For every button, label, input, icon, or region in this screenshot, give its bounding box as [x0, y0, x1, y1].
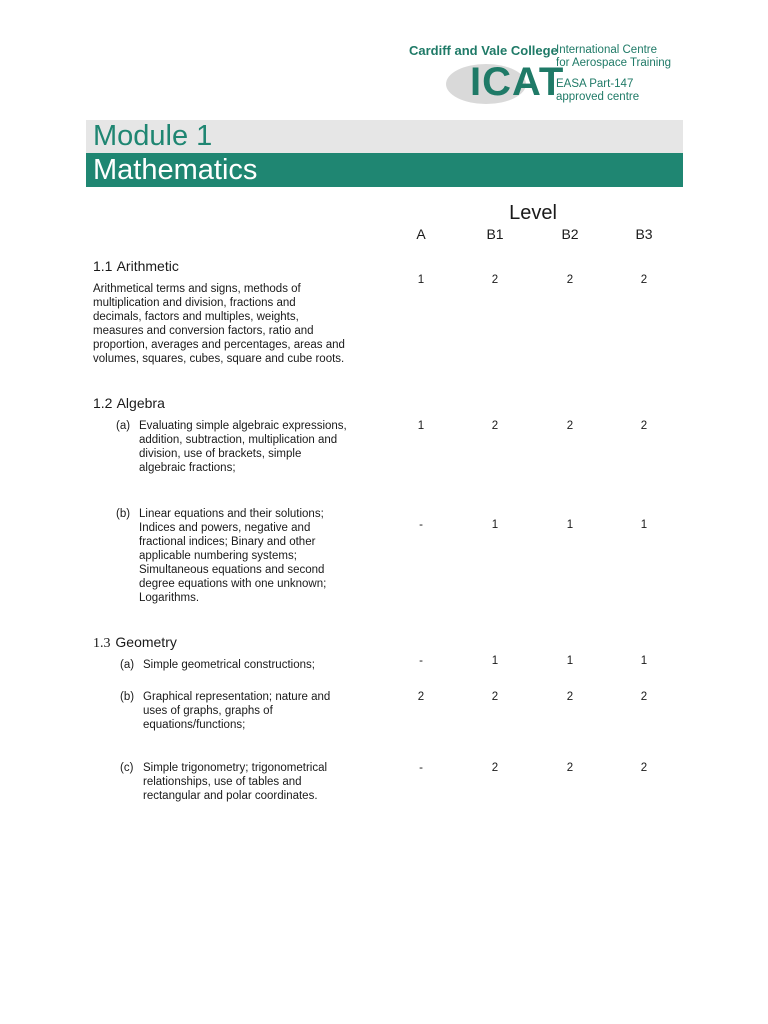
- level-value: 1: [491, 519, 499, 531]
- icat-logo: ICAT: [470, 60, 565, 104]
- centre-tagline: [556, 44, 671, 70]
- level-value: 2: [566, 274, 574, 286]
- text-line: proportion, averages and percentages, areas and: [93, 339, 345, 351]
- item-letter: (a): [116, 420, 131, 432]
- algebra-item-a: [139, 419, 389, 475]
- level-value: 2: [566, 691, 574, 703]
- level-heading: Level: [509, 202, 557, 224]
- text-line: Linear equations and their solutions;: [139, 508, 324, 520]
- section-name: Algebra: [116, 395, 165, 411]
- level-value: 2: [417, 691, 425, 703]
- text-line: Simple geometrical constructions;: [143, 659, 315, 671]
- section-heading-geometry: [93, 634, 177, 652]
- item-letter: (c): [120, 762, 134, 774]
- level-column-b1: B1: [486, 226, 504, 242]
- level-value: -: [419, 519, 423, 531]
- level-value: 2: [491, 274, 499, 286]
- section-name: Geometry: [115, 634, 177, 650]
- text-line: equations/functions;: [143, 719, 246, 731]
- text-line: relationships, use of tables and: [143, 776, 302, 788]
- text-line: measures and conversion factors, ratio and: [93, 325, 314, 337]
- level-column-b3: B3: [635, 226, 653, 242]
- level-value: 1: [417, 274, 425, 286]
- text-line: addition, subtraction, multiplication and: [139, 434, 338, 446]
- level-value: 2: [640, 691, 648, 703]
- text-line: decimals, factors and multiples, weights,: [93, 311, 299, 323]
- approval-line: approved centre: [556, 91, 640, 103]
- section-number: 1.1: [93, 258, 113, 274]
- text-line: division, use of brackets, simple: [139, 448, 302, 460]
- section-name: Arithmetic: [116, 258, 179, 274]
- section-number: 1.3: [93, 636, 111, 651]
- level-value: 2: [566, 420, 574, 432]
- algebra-item-b: [139, 507, 389, 605]
- approval-line: EASA Part-147: [556, 78, 634, 90]
- level-value: 2: [640, 420, 648, 432]
- level-value: 2: [491, 691, 499, 703]
- level-value: 2: [640, 274, 648, 286]
- level-value: 1: [640, 655, 648, 667]
- level-value: 2: [640, 762, 648, 774]
- text-line: Evaluating simple algebraic expressions,: [139, 420, 347, 432]
- text-line: multiplication and division, fractions and: [93, 297, 296, 309]
- geometry-item-a: [143, 658, 393, 672]
- text-line: Simple trigonometry; trigonometrical: [143, 762, 328, 774]
- level-column-a: A: [416, 226, 426, 242]
- text-line: rectangular and polar coordinates.: [143, 790, 318, 802]
- college-name: Cardiff and Vale College: [409, 43, 558, 58]
- geometry-item-c: [143, 761, 393, 803]
- level-value: 2: [491, 420, 499, 432]
- text-line: algebraic fractions;: [139, 462, 236, 474]
- level-value: -: [419, 762, 423, 774]
- text-line: uses of graphs, graphs of: [143, 705, 273, 717]
- text-line: fractional indices; Binary and other: [139, 536, 316, 548]
- approval-note: [556, 78, 639, 104]
- tagline-line: for Aerospace Training: [556, 57, 672, 69]
- section-heading-algebra: [93, 395, 165, 411]
- item-letter: (b): [120, 691, 135, 703]
- level-value: 1: [640, 519, 648, 531]
- module-title: Module 1: [93, 120, 213, 152]
- item-letter: (a): [120, 659, 135, 671]
- text-line: Indices and powers, negative and: [139, 522, 311, 534]
- text-line: Arithmetical terms and signs, methods of: [93, 283, 301, 295]
- text-line: volumes, squares, cubes, square and cube roots.: [93, 353, 345, 365]
- level-value: 2: [566, 762, 574, 774]
- section-heading-arithmetic: [93, 258, 179, 274]
- level-value: 1: [566, 519, 574, 531]
- level-value: 1: [417, 420, 425, 432]
- level-value: 1: [491, 655, 499, 667]
- level-value: 1: [566, 655, 574, 667]
- subject-title: Mathematics: [93, 154, 258, 186]
- level-value: 2: [491, 762, 499, 774]
- text-line: applicable numbering systems;: [139, 550, 297, 562]
- section-number: 1.2: [93, 395, 113, 411]
- level-value: -: [419, 655, 423, 667]
- text-line: Logarithms.: [139, 592, 200, 604]
- text-line: Simultaneous equations and second: [139, 564, 325, 576]
- text-line: Graphical representation; nature and: [143, 691, 331, 703]
- arithmetic-description: [93, 282, 393, 366]
- level-column-b2: B2: [561, 226, 579, 242]
- item-letter: (b): [116, 508, 131, 520]
- geometry-item-b: [143, 690, 393, 732]
- text-line: degree equations with one unknown;: [139, 578, 327, 590]
- tagline-line: International Centre: [556, 44, 658, 56]
